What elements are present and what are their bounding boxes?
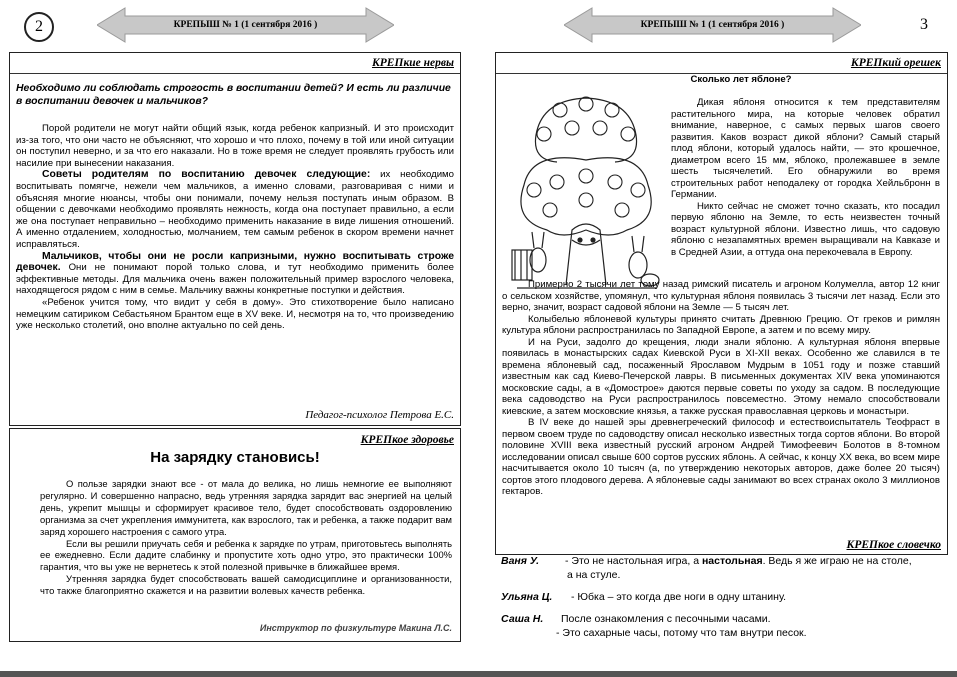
title-prefix: КРЕП <box>846 539 878 551</box>
title-rest: кое здоровье <box>392 434 454 446</box>
paragraph <box>16 169 454 250</box>
section-health <box>9 428 461 642</box>
header-text-right: КРЕПЫШ № 1 (1 сентября 2016 ) <box>640 20 785 30</box>
quote-text: - Это не настольная игра, а <box>565 555 702 567</box>
title-prefix: КРЕП <box>850 57 883 69</box>
bottom-scrollbar-strip <box>0 671 957 677</box>
divider <box>10 73 460 74</box>
question-text: Необходимо ли соблюдать строгость в воспитании детей? И есть ли различие в воспитании девочек и мальчиков? <box>16 83 451 107</box>
paragraph: Дикая яблоня относится к тем представителям растительного мира, на которые человек обратил внимание, наверное, с самых первых шагов своего развития. Каков возраст дикой яблони? Самый старый плод яблони, который удалось найти, — это крошечное, диаметром всего 15 мм, яблоко, пролежавшее в земле шесть тысячелетий. Его обнаружили во время строительных работ неподалеку от городка Хейльбронн в Германии. <box>671 97 940 200</box>
health-heading: На зарядку становись! <box>150 449 320 466</box>
nut-body <box>502 279 940 498</box>
nut-heading: Сколько лет яблоне? <box>690 74 792 85</box>
title-rest: кий орешек <box>882 57 941 69</box>
paragraph: Никто сейчас не сможет точно сказать, кто посадил первую яблоню на Земле, то есть неизвестен точный возраст культурной яблони. Известно лишь, что садовую яблоню с незапамятных времен выращивали на Кавказе и в Средней Азии, а оттуда она перекочевала в Европу. <box>671 200 940 258</box>
title-prefix: КРЕП <box>371 57 404 69</box>
dialogue-2 <box>501 590 951 604</box>
article-body <box>16 123 454 332</box>
child-name: Ульяна Ц. <box>501 591 553 603</box>
paragraph: О пользе зарядки знают все - от мала до велика, но лишь немногие ее выполняют регулярно. И совершенно напрасно, ведь утренняя зарядка зарядит вас энергией на целый день, укрепит мышцы и сформирует красивое тело, будет способствовать оздоровлению организма за счет укрепления иммунитета, как взрослого, так и ребенка, а также подарит вам заряд хорошего настроения с самого утра. <box>40 478 452 537</box>
nut-intro <box>671 97 940 258</box>
section-title-health <box>361 434 454 446</box>
signature-health: Инструктор по физкультуре Макина Л.С. <box>259 623 452 633</box>
paragraph: Порой родители не могут найти общий язык, когда ребенок капризный. И это происходит из-за того, что они часто не объясняют, что хорошо и что плохо, почему в той или иной ситуации он поступил неверно, и за что его наказали. Но в тоже время не следует проявлять грубость или насилие при вынесении наказания. <box>16 123 454 169</box>
child-name: Ваня У. <box>501 555 540 567</box>
title-prefix: КРЕП <box>360 434 393 446</box>
quote-text: - Юбка – это когда две ноги в одну штанину. <box>571 591 787 603</box>
paragraph: Если вы решили приучать себя и ребенка к зарядке по утрам, приготовьтесь выполнять ее ежедневно. Если дадите слабинку и пропустите хоть одно утро, это практически 100% гарантия, что вы уже не вернетесь к этой полезной привычке в ближайшее время. <box>40 537 452 573</box>
dialogue-3 <box>501 612 951 626</box>
section-title-nut <box>851 57 941 69</box>
header-text-left: КРЕПЫШ № 1 (1 сентября 2016 ) <box>173 20 318 30</box>
section-nerves <box>9 52 461 426</box>
section-title-nerves <box>372 57 454 69</box>
header-banner-right <box>564 7 861 43</box>
section-word <box>501 554 951 640</box>
dialogue-3-cont: - Это сахарные часы, потому что там внутри песок. <box>556 627 807 639</box>
page-number-right: 3 <box>920 16 928 33</box>
paragraph-text: их необходимо воспитывать помягче, нежели чем мальчиков, а именно словами, разговаривая с ними и объясняя многие нюансы, чтобы они понимали, почему нельзя поступать иным образом. В общении с девочками необходимо проявлять нежность, когда она поступает правильно, а если же она поступает неправильно – необходимо применить наказание в виде лишения отношений. А именно отдалением, холодностью, молчанием, тем самым ребенок в скором времени начнет исправляться. <box>16 169 454 250</box>
child-name: Саша Н. <box>501 613 544 625</box>
paragraph: И на Руси, задолго до крещения, люди знали яблоню. А культурная яблоня впервые появилась в монастырских садах Киевской Руси в XI-XII веках. Особенно же славился в те времена яблоневый сад, посаженный Ярославом Мудрым в 1051 году и позже ставший известным как сад Киево-Печерской лавры. В письменных документах XIV века упоминаются московские сады, а в «Домострое» даются первые советы по уходу за садом. В последующие века садоводство на Руси распространилось повсеместно. Этому немало способствовали киевские, а затем московские князья, а также русская православная церковь и монастыри. <box>502 336 940 417</box>
paragraph: Колыбелью яблоневой культуры принято считать Древнюю Грецию. От греков и римлян культура яблони распространилась по Западной Европе, а затем и по всему миру. <box>502 313 940 336</box>
title-rest: кие нервы <box>403 57 454 69</box>
quote-emphasis: настольная <box>701 555 763 567</box>
quote-text: . Ведь я же играю не на столе, <box>762 555 912 567</box>
title-rest: кое словечко <box>877 539 941 551</box>
section-title-word <box>847 539 941 551</box>
paragraph: «Ребенок учится тому, что видит у себя в дому». Это стихотворение было написано немецким сатириком Себастьяном Брантом еще в XV веке. И, несмотря на то, что произведению уже несколько столетий, оно вполне актуально по сей день. <box>16 296 454 332</box>
apple-tree-illustration <box>502 90 670 290</box>
page-number-left: 2 <box>24 12 54 42</box>
header-banner-left <box>97 7 394 43</box>
section-nut <box>495 52 948 555</box>
bold-lead: Мальчиков, чтобы они не росли капризными, нужно воспитывать строже девочек. <box>16 250 454 274</box>
paragraph: В IV веке до нашей эры древнегреческий философ и естествоиспытатель Теофраст в первом своем труде по садоводству описал несколько известных тогда сортов яблони. Во второй половине XVIII века известный русский агроном Андрей Тимофеевич Болотов в 8-томном исследовании описал свыше 600 сортов русских яблонь. А сейчас, к концу XX века, во всем мире насчитывается около 10 тысяч (а, по утверждению некоторых авторов, даже более 20 тысяч) сортов этого плодового дерева. А яблоневые сады занимают во всех странах около 3 миллионов гектаров. <box>502 417 940 497</box>
quote-text: После ознакомления с песочными часами. <box>561 613 771 625</box>
article-body <box>40 478 452 597</box>
bold-lead: Советы родителям по воспитанию девочек следующие: <box>42 169 371 181</box>
dialogue-1-cont: а на стуле. <box>567 569 621 581</box>
paragraph <box>16 251 454 297</box>
dialogue-1 <box>501 554 951 568</box>
paragraph: Примерно 2 тысячи лет тому назад римский писатель и агроном Колумелла, автор 12 книг о сельском хозяйстве, упомянул, что культурная яблоня появилась 3 тысячи лет назад. Если это верно, значит, возраст садовой яблони на Земле — 5 тысяч лет. <box>502 279 940 313</box>
paragraph: Утренняя зарядка будет способствовать вашей самодисциплине и организованности, что также благоприятно скажется и на развитии волевых качеств ребенка. <box>40 573 452 597</box>
paragraph-text: Они не понимают порой только слова, и тут необходимо применить более эффективные методы. Для мальчика очень важен положительный пример взрослого человека, находящегося рядом с ним в семье. Мальчику важны конкретные поступки и действия. <box>16 262 454 297</box>
signature-nerves: Педагог-психолог Петрова Е.С. <box>305 409 454 421</box>
